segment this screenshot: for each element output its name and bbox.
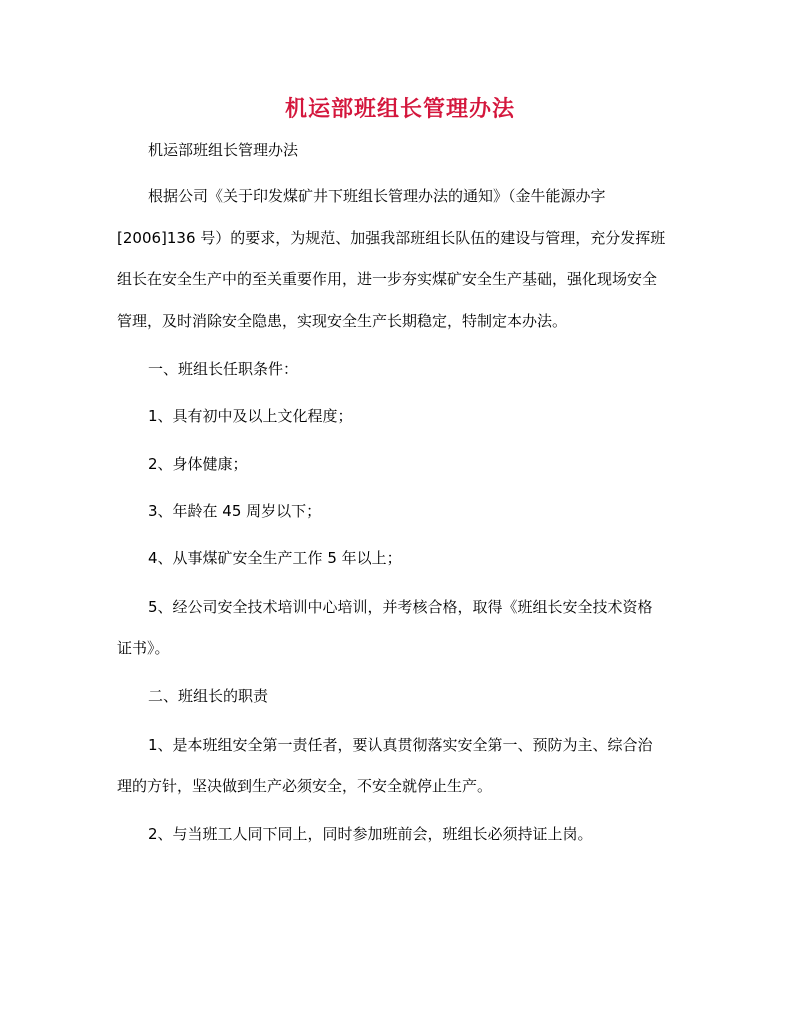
document-title: 机运部班组长管理办法	[284, 97, 515, 122]
intro-line-3: 组长在安全生产中的至关重要作用，进一步夯实煤矿安全生产基础，强化现场安全	[117, 270, 658, 288]
section1-item-3: 3、年龄在 45 周岁以下；	[148, 502, 322, 520]
intro-line-1: 根据公司《关于印发煤矿井下班组长管理办法的通知》（金牛能源办字	[148, 187, 606, 205]
document-subtitle: 机运部班组长管理办法	[148, 141, 299, 159]
section2-duty-2: 2、与当班工人同下同上，同时参加班前会，班组长必须持证上岗。	[148, 825, 593, 843]
section1-item-1: 1、具有初中及以上文化程度；	[148, 407, 353, 425]
section1-item-4: 4、从事煤矿安全生产工作 5 年以上；	[148, 549, 402, 567]
section1-item-2: 2、身体健康；	[148, 455, 248, 473]
intro-line-4: 管理，及时消除安全隐患，实现安全生产长期稳定，特制定本办法。	[117, 312, 568, 330]
section1-heading: 一、班组长任职条件：	[148, 360, 299, 378]
section1-item-5-line-1: 5、经公司安全技术培训中心培训，并考核合格，取得《班组长安全技术资格	[148, 598, 653, 616]
section2-heading: 二、班组长的职责	[148, 687, 269, 705]
intro-line-2: [2006]136 号）的要求，为规范、加强我部班组长队伍的建设与管理，充分发挥班	[117, 229, 666, 247]
section1-item-5-line-2: 证书》。	[117, 639, 170, 657]
section2-duty-1-line-1: 1、是本班组安全第一责任者，要认真贯彻落实安全第一、预防为主、综合治	[148, 736, 653, 754]
section2-duty-1-line-2: 理的方针，坚决做到生产必须安全，不安全就停止生产。	[117, 777, 493, 795]
